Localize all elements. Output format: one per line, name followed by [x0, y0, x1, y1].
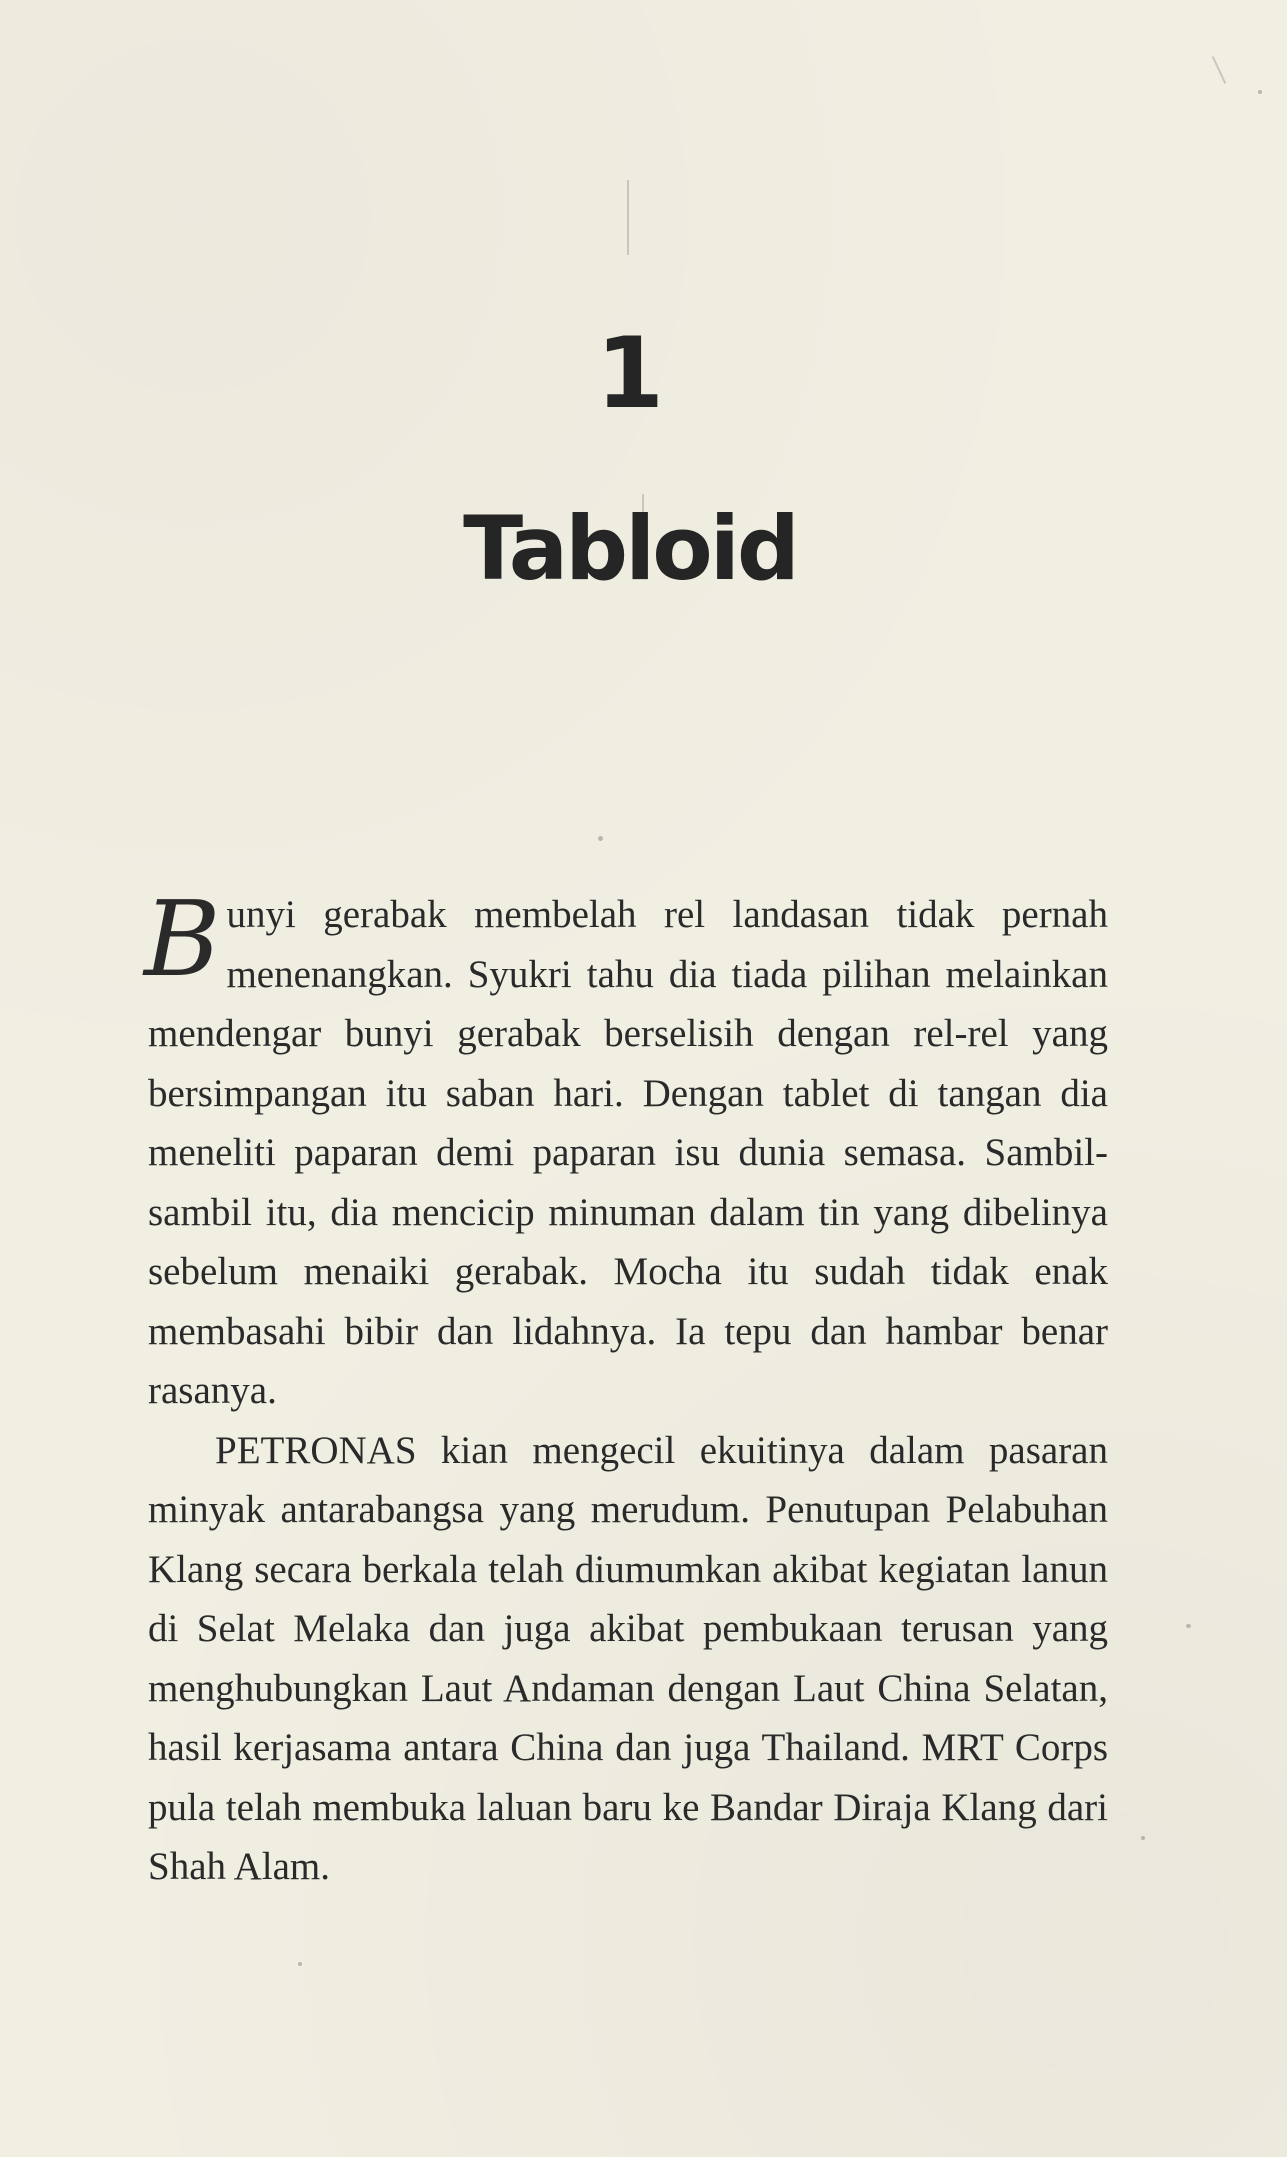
chapter-body — [144, 878, 1108, 1897]
paper-speck — [1258, 90, 1262, 94]
paper-scratch — [627, 180, 629, 255]
paper-speck — [298, 1962, 302, 1966]
chapter-number: 1 — [595, 317, 665, 431]
drop-cap: B — [144, 878, 221, 1000]
paper-speck — [598, 836, 603, 841]
paper-speck — [1186, 1624, 1191, 1628]
paragraph-2: PETRONAS kian mengecil ekuitinya dalam pasaran minyak antarabangsa yang merudum. Penutupan Pelabuhan Klang secara berkala telah diumumkan akibat kegiatan lanun di Selat Melaka dan juga akibat pembukaan terusan yang menghubungkan Laut Andaman dengan Laut China Selatan, hasil kerjasama antara China dan juga Thailand. MRT Corps pula telah membuka laluan baru ke Bandar Diraja Klang dari Shah Alam. — [148, 1428, 1108, 1888]
chapter-title: Tabloid — [463, 497, 797, 600]
paper-speck — [1141, 1836, 1145, 1840]
paragraph-1 — [144, 878, 1108, 1421]
paper-scratch — [1212, 56, 1226, 84]
paragraph-1-text: unyi gerabak membelah rel landasan tidak pernah menenangkan. Syukri tahu dia tiada pilihan melainkan mendengar bunyi gerabak berselisih dengan rel-rel yang bersimpangan itu saban hari. Dengan tablet di tangan dia meneliti paparan demi paparan isu dunia semasa. Sambil-sambil itu, dia mencicip minuman dalam tin yang dibelinya sebelum menaiki gerabak. Mocha itu sudah tidak enak membasahi bibir dan lidahnya. Ia tepu dan hambar benar rasanya. — [148, 893, 1108, 1412]
